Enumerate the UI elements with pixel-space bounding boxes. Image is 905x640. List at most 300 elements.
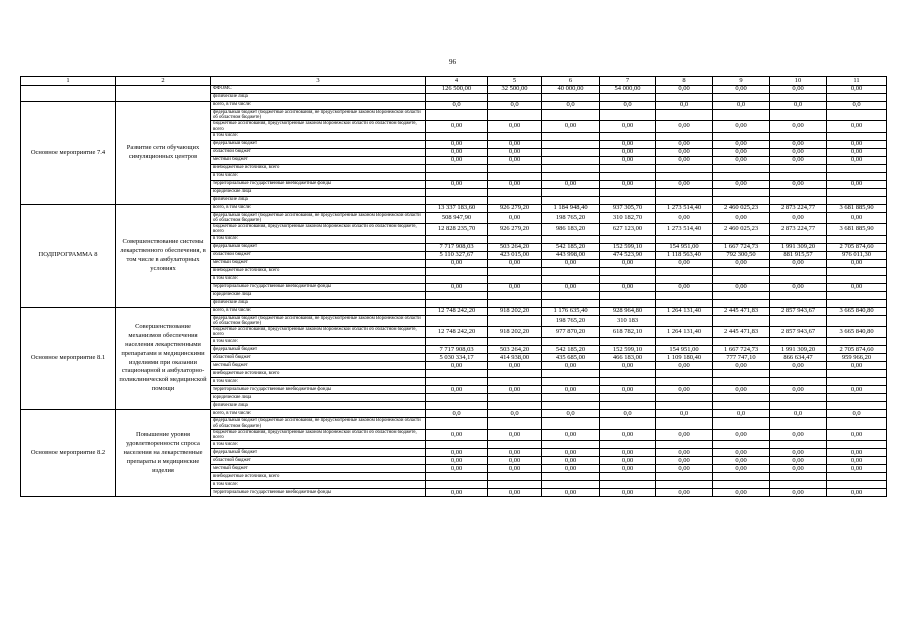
amount-cell: 0,0 (713, 102, 770, 110)
amount-cell (827, 110, 887, 121)
amount-cell: 0,00 (770, 283, 827, 291)
amount-cell: 198 765,20 (542, 315, 600, 326)
amount-cell (600, 132, 656, 140)
amount-cell (542, 394, 600, 402)
amount-cell (770, 473, 827, 481)
amount-cell (713, 267, 770, 275)
amount-cell (488, 275, 542, 283)
amount-cell (770, 481, 827, 489)
amount-cell (600, 378, 656, 386)
table-body (21, 77, 887, 497)
amount-cell (770, 188, 827, 196)
amount-cell (770, 110, 827, 121)
amount-cell (542, 156, 600, 164)
amount-cell: 0,00 (713, 465, 770, 473)
amount-cell (426, 291, 488, 299)
amount-cell (713, 441, 770, 449)
amount-cell: 0,00 (488, 362, 542, 370)
amount-cell: 0,00 (426, 283, 488, 291)
amount-cell (426, 94, 488, 102)
amount-cell: 618 782,10 (600, 327, 656, 338)
amount-cell (488, 473, 542, 481)
amount-cell (426, 473, 488, 481)
amount-cell: 0,00 (713, 283, 770, 291)
amount-cell (656, 132, 713, 140)
amount-cell: 0,00 (656, 283, 713, 291)
amount-cell: 0,00 (656, 140, 713, 148)
amount-cell (426, 338, 488, 346)
section-name: Развитие сети обучающих симуляционных центров (116, 102, 211, 205)
amount-cell (426, 441, 488, 449)
funding-source-label: в том числе: (211, 481, 426, 489)
amount-cell: 928 964,80 (600, 307, 656, 315)
amount-cell: 0,00 (600, 283, 656, 291)
amount-cell: 0,00 (713, 212, 770, 223)
amount-cell (488, 94, 542, 102)
amount-cell (488, 299, 542, 307)
amount-cell (488, 172, 542, 180)
amount-cell (542, 378, 600, 386)
amount-cell: 0,00 (488, 140, 542, 148)
column-header: 1 (21, 77, 116, 86)
funding-source-label: внебюджетные источники, всего (211, 473, 426, 481)
amount-cell: 2 873 224,77 (770, 224, 827, 235)
amount-cell: 918 202,20 (488, 307, 542, 315)
amount-cell (713, 370, 770, 378)
amount-cell (426, 370, 488, 378)
funding-source-label: территориальные государственные внебюджетные фонды (211, 180, 426, 188)
amount-cell: 0,00 (426, 140, 488, 148)
amount-cell: 32 500,00 (488, 86, 542, 94)
amount-cell: 0,00 (713, 180, 770, 188)
amount-cell (488, 370, 542, 378)
amount-cell (600, 188, 656, 196)
amount-cell (600, 235, 656, 243)
table-row (21, 307, 887, 315)
amount-cell: 0,00 (827, 156, 887, 164)
amount-cell: 443 998,00 (542, 251, 600, 259)
funding-source-label: физические лица (211, 196, 426, 204)
amount-cell (713, 299, 770, 307)
funding-source-label: бюджетные ассигнования, предусмотренные законом Воронежской области об областном бюджете, всего (211, 121, 426, 132)
amount-cell (827, 481, 887, 489)
amount-cell (656, 291, 713, 299)
amount-cell (600, 299, 656, 307)
amount-cell: 0,00 (713, 449, 770, 457)
amount-cell (656, 418, 713, 429)
section-name-cell (116, 86, 211, 102)
funding-source-label: местный бюджет (211, 259, 426, 267)
amount-cell: 0,00 (542, 362, 600, 370)
amount-cell: 0,0 (600, 410, 656, 418)
amount-cell (713, 132, 770, 140)
amount-cell (770, 94, 827, 102)
amount-cell: 792 300,50 (713, 251, 770, 259)
amount-cell (656, 394, 713, 402)
funding-source-label: всего, в том числе: (211, 204, 426, 212)
funding-source-label: бюджетные ассигнования, предусмотренные законом Воронежской области об областном бюджете, всего (211, 429, 426, 440)
funding-source-label: в том числе: (211, 132, 426, 140)
section-name: Совершенствование механизмов обеспечения населения лекарственными препаратами и медицинскими изделиями при оказании стационарной и амбулаторно-поликлинической медицинской помощи (116, 307, 211, 410)
amount-cell (770, 378, 827, 386)
amount-cell (713, 402, 770, 410)
amount-cell: 508 947,90 (426, 212, 488, 223)
section-title: ПОДПРОГРАММА 8 (21, 204, 116, 307)
amount-cell (426, 275, 488, 283)
amount-cell: 0,00 (488, 259, 542, 267)
funding-source-label: бюджетные ассигнования, предусмотренные законом Воронежской области об областном бюджете, всего (211, 327, 426, 338)
amount-cell (542, 441, 600, 449)
amount-cell: 0,00 (713, 429, 770, 440)
amount-cell: 198 765,20 (542, 212, 600, 223)
amount-cell: 12 748 242,20 (426, 327, 488, 338)
amount-cell: 13 337 183,60 (426, 204, 488, 212)
amount-cell (542, 481, 600, 489)
amount-cell (713, 418, 770, 429)
amount-cell: 0,00 (426, 465, 488, 473)
amount-cell: 0,00 (827, 449, 887, 457)
amount-cell: 0,00 (542, 429, 600, 440)
amount-cell: 937 305,70 (600, 204, 656, 212)
amount-cell: 976 011,30 (827, 251, 887, 259)
column-header: 3 (211, 77, 426, 86)
amount-cell (827, 394, 887, 402)
amount-cell: 0,00 (770, 429, 827, 440)
amount-cell: 0,00 (542, 465, 600, 473)
amount-cell: 777 747,10 (713, 354, 770, 362)
amount-cell: 0,00 (656, 212, 713, 223)
amount-cell (600, 338, 656, 346)
amount-cell: 0,00 (488, 465, 542, 473)
amount-cell: 0,00 (713, 259, 770, 267)
amount-cell (827, 188, 887, 196)
amount-cell: 2 460 025,23 (713, 204, 770, 212)
amount-cell (600, 402, 656, 410)
amount-cell (426, 378, 488, 386)
amount-cell: 0,00 (770, 457, 827, 465)
amount-cell: 0,00 (770, 140, 827, 148)
amount-cell (600, 473, 656, 481)
amount-cell (488, 132, 542, 140)
amount-cell: 0,00 (600, 180, 656, 188)
funding-source-label: в том числе: (211, 275, 426, 283)
amount-cell: 0,00 (770, 156, 827, 164)
amount-cell: 0,00 (770, 86, 827, 94)
amount-cell (600, 172, 656, 180)
amount-cell (426, 172, 488, 180)
section-title: Основное мероприятие 7.4 (21, 102, 116, 205)
amount-cell: 0,00 (600, 429, 656, 440)
amount-cell: 2 873 224,77 (770, 204, 827, 212)
amount-cell: 0,00 (770, 386, 827, 394)
amount-cell (656, 378, 713, 386)
amount-cell (542, 267, 600, 275)
amount-cell (488, 164, 542, 172)
amount-cell (713, 172, 770, 180)
amount-cell (488, 481, 542, 489)
amount-cell (542, 299, 600, 307)
amount-cell: 1 273 514,40 (656, 224, 713, 235)
amount-cell: 0,00 (426, 121, 488, 132)
amount-cell: 12 748 242,20 (426, 307, 488, 315)
amount-cell: 12 828 235,70 (426, 224, 488, 235)
amount-cell (488, 394, 542, 402)
amount-cell: 0,00 (488, 429, 542, 440)
amount-cell: 0,00 (713, 489, 770, 497)
amount-cell (542, 164, 600, 172)
amount-cell (656, 267, 713, 275)
funding-source-label: местный бюджет (211, 465, 426, 473)
amount-cell: 5 110 327,67 (426, 251, 488, 259)
amount-cell: 0,00 (488, 283, 542, 291)
amount-cell (713, 338, 770, 346)
amount-cell: 54 000,00 (600, 86, 656, 94)
funding-source-label: местный бюджет (211, 362, 426, 370)
amount-cell: 0,00 (713, 386, 770, 394)
amount-cell: 0,00 (542, 449, 600, 457)
amount-cell: 435 685,00 (542, 354, 600, 362)
amount-cell: 7 717 908,03 (426, 346, 488, 354)
funding-source-label: бюджетные ассигнования, предусмотренные законом Воронежской области об областном бюджете, всего (211, 224, 426, 235)
amount-cell: 3 681 885,90 (827, 224, 887, 235)
amount-cell: 0,00 (542, 489, 600, 497)
funding-source-label: внебюджетные источники, всего (211, 267, 426, 275)
table-row (21, 204, 887, 212)
amount-cell: 0,00 (600, 449, 656, 457)
amount-cell: 0,00 (827, 148, 887, 156)
amount-cell (600, 370, 656, 378)
amount-cell: 152 599,10 (600, 243, 656, 251)
funding-source-label: всего, в том числе: (211, 102, 426, 110)
amount-cell: 474 523,90 (600, 251, 656, 259)
amount-cell (542, 275, 600, 283)
section-title-cell (21, 86, 116, 102)
amount-cell (713, 94, 770, 102)
funding-source-label: территориальные государственные внебюджетные фонды (211, 489, 426, 497)
amount-cell (488, 267, 542, 275)
amount-cell (488, 378, 542, 386)
amount-cell (656, 110, 713, 121)
amount-cell: 0,00 (488, 180, 542, 188)
amount-cell (426, 235, 488, 243)
amount-cell (488, 188, 542, 196)
amount-cell (426, 394, 488, 402)
amount-cell: 0,00 (600, 121, 656, 132)
amount-cell (713, 473, 770, 481)
amount-cell: 0,00 (656, 429, 713, 440)
amount-cell (542, 132, 600, 140)
amount-cell (713, 378, 770, 386)
amount-cell (713, 291, 770, 299)
amount-cell (542, 148, 600, 156)
amount-cell: 0,00 (488, 449, 542, 457)
amount-cell: 0,00 (426, 449, 488, 457)
amount-cell: 0,00 (426, 386, 488, 394)
funding-source-label: всего, в том числе: (211, 410, 426, 418)
amount-cell: 0,00 (426, 429, 488, 440)
amount-cell: 0,00 (542, 121, 600, 132)
amount-cell: 154 951,00 (656, 243, 713, 251)
amount-cell: 0,00 (488, 386, 542, 394)
amount-cell (713, 481, 770, 489)
amount-cell (770, 315, 827, 326)
amount-cell (542, 172, 600, 180)
amount-cell (426, 481, 488, 489)
amount-cell: 0,00 (713, 86, 770, 94)
amount-cell (770, 370, 827, 378)
amount-cell: 40 000,00 (542, 86, 600, 94)
amount-cell: 0,00 (488, 457, 542, 465)
amount-cell (827, 299, 887, 307)
amount-cell (426, 418, 488, 429)
amount-cell: 310 183 (600, 315, 656, 326)
amount-cell: 0,00 (426, 148, 488, 156)
column-header: 7 (600, 77, 656, 86)
amount-cell: 2 445 471,83 (713, 307, 770, 315)
amount-cell: 1 118 563,40 (656, 251, 713, 259)
amount-cell (426, 315, 488, 326)
funding-source-label: внебюджетные источники, всего (211, 164, 426, 172)
funding-source-label: в том числе: (211, 172, 426, 180)
amount-cell (827, 164, 887, 172)
amount-cell: 1 667 724,73 (713, 243, 770, 251)
amount-cell: 3 665 840,80 (827, 327, 887, 338)
amount-cell: 0,00 (827, 386, 887, 394)
amount-cell: 0,00 (770, 465, 827, 473)
amount-cell (426, 164, 488, 172)
column-header: 6 (542, 77, 600, 86)
funding-source-label: в том числе: (211, 441, 426, 449)
column-header: 8 (656, 77, 713, 86)
funding-source-label: федеральный бюджет (211, 243, 426, 251)
amount-cell: 1 264 131,40 (656, 307, 713, 315)
amount-cell (827, 291, 887, 299)
amount-cell (713, 235, 770, 243)
amount-cell: 0,00 (770, 489, 827, 497)
amount-cell (770, 394, 827, 402)
amount-cell: 0,00 (488, 121, 542, 132)
amount-cell (770, 235, 827, 243)
amount-cell (713, 315, 770, 326)
amount-cell: 866 634,47 (770, 354, 827, 362)
amount-cell: 959 966,20 (827, 354, 887, 362)
amount-cell (488, 315, 542, 326)
page-number: 96 (449, 58, 456, 66)
amount-cell: 0,00 (600, 362, 656, 370)
amount-cell (713, 188, 770, 196)
funding-source-label: всего, в том числе: (211, 307, 426, 315)
amount-cell (827, 275, 887, 283)
amount-cell (656, 164, 713, 172)
funding-source-label: федеральный бюджет (бюджетные ассигнования, не предусмотренные законом Воронежской области об областном бюджете) (211, 212, 426, 223)
amount-cell (542, 370, 600, 378)
amount-cell (827, 418, 887, 429)
funding-source-label: местный бюджет (211, 156, 426, 164)
amount-cell (827, 473, 887, 481)
amount-cell: 0,00 (827, 86, 887, 94)
amount-cell: 0,00 (770, 449, 827, 457)
amount-cell: 503 264,20 (488, 243, 542, 251)
amount-cell (426, 188, 488, 196)
funding-source-label: в том числе: (211, 235, 426, 243)
amount-cell: 0,00 (827, 457, 887, 465)
amount-cell: 5 030 334,17 (426, 354, 488, 362)
amount-cell: 0,00 (542, 259, 600, 267)
amount-cell (770, 291, 827, 299)
amount-cell: 0,0 (713, 410, 770, 418)
amount-cell: 414 938,00 (488, 354, 542, 362)
amount-cell: 0,00 (600, 140, 656, 148)
funding-source-label: физические лица (211, 94, 426, 102)
amount-cell: 0,00 (542, 180, 600, 188)
funding-source-label: областной бюджет (211, 148, 426, 156)
amount-cell: 0,00 (770, 180, 827, 188)
amount-cell (426, 267, 488, 275)
amount-cell (770, 402, 827, 410)
amount-cell: 0,00 (488, 156, 542, 164)
amount-cell: 0,0 (827, 410, 887, 418)
amount-cell (542, 402, 600, 410)
amount-cell: 0,00 (713, 156, 770, 164)
amount-cell: 0,00 (827, 429, 887, 440)
amount-cell (426, 196, 488, 204)
amount-cell: 0,00 (770, 259, 827, 267)
funding-source-label: федеральный бюджет (бюджетные ассигнования, не предусмотренные законом Воронежской области об областном бюджете) (211, 315, 426, 326)
amount-cell: 986 183,20 (542, 224, 600, 235)
column-header: 11 (827, 77, 887, 86)
amount-cell: 0,00 (426, 489, 488, 497)
amount-cell (542, 110, 600, 121)
amount-cell (488, 338, 542, 346)
amount-cell: 0,0 (827, 102, 887, 110)
funding-source-label: федеральный бюджет (211, 346, 426, 354)
amount-cell (600, 394, 656, 402)
amount-cell: 2 460 025,23 (713, 224, 770, 235)
amount-cell (542, 196, 600, 204)
amount-cell: 0,00 (600, 156, 656, 164)
funding-source-label: федеральный бюджет (211, 449, 426, 457)
amount-cell: 0,00 (426, 156, 488, 164)
amount-cell (600, 267, 656, 275)
amount-cell: 1 109 180,40 (656, 354, 713, 362)
amount-cell (827, 441, 887, 449)
amount-cell (827, 94, 887, 102)
amount-cell (488, 441, 542, 449)
amount-cell: 0,00 (656, 148, 713, 156)
amount-cell (713, 196, 770, 204)
column-header: 2 (116, 77, 211, 86)
amount-cell (600, 441, 656, 449)
amount-cell (656, 370, 713, 378)
amount-cell: 0,00 (656, 362, 713, 370)
funding-source-label: физические лица (211, 299, 426, 307)
amount-cell (542, 473, 600, 481)
funding-source-label: юридические лица (211, 291, 426, 299)
amount-cell (426, 132, 488, 140)
amount-cell: 0,00 (426, 259, 488, 267)
amount-cell (656, 338, 713, 346)
amount-cell: 0,00 (656, 489, 713, 497)
amount-cell: 0,00 (656, 449, 713, 457)
amount-cell: 0,00 (542, 386, 600, 394)
amount-cell: 0,00 (426, 457, 488, 465)
amount-cell (656, 235, 713, 243)
funding-source-label: областной бюджет (211, 457, 426, 465)
amount-cell (827, 172, 887, 180)
amount-cell (656, 275, 713, 283)
section-title: Основное мероприятие 8.1 (21, 307, 116, 410)
amount-cell (713, 164, 770, 172)
